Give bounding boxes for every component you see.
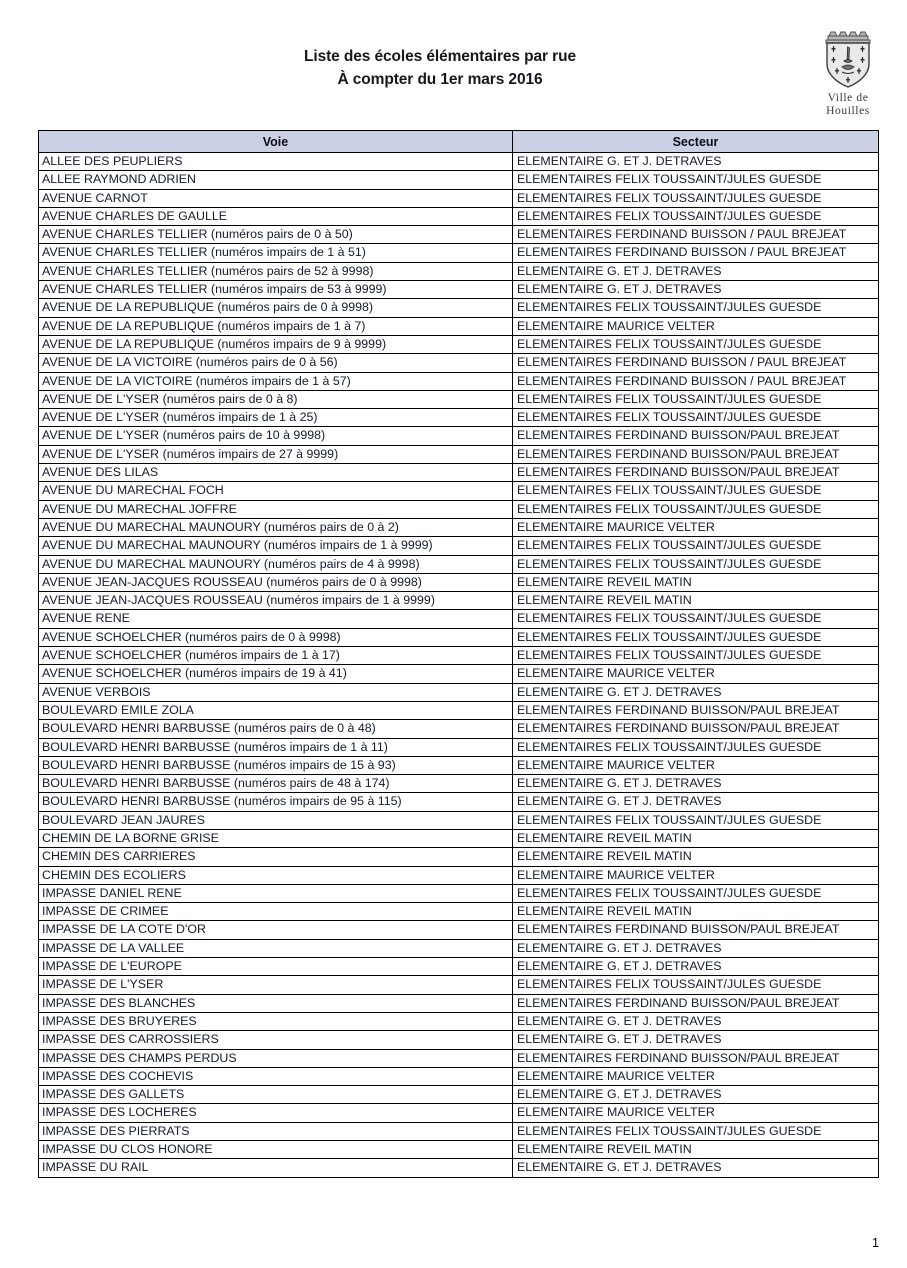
table-row — [39, 281, 879, 299]
table-row — [39, 537, 879, 555]
cell-secteur: ELEMENTAIRE G. ET J. DETRAVES — [513, 262, 879, 280]
table-row — [39, 903, 879, 921]
table-row — [39, 1159, 879, 1177]
cell-secteur: ELEMENTAIRES FERDINAND BUISSON/PAUL BREJEAT — [513, 1049, 879, 1067]
cell-voie: IMPASSE DES GALLETS — [39, 1086, 513, 1104]
cell-voie: IMPASSE DES PIERRATS — [39, 1122, 513, 1140]
cell-secteur: ELEMENTAIRE G. ET J. DETRAVES — [513, 1086, 879, 1104]
cell-secteur: ELEMENTAIRES FELIX TOUSSAINT/JULES GUESDE — [513, 628, 879, 646]
ville-de-houilles-logo — [800, 27, 896, 118]
cell-secteur: ELEMENTAIRES FELIX TOUSSAINT/JULES GUESDE — [513, 390, 879, 408]
cell-secteur: ELEMENTAIRES FELIX TOUSSAINT/JULES GUESDE — [513, 500, 879, 518]
cell-secteur: ELEMENTAIRE G. ET J. DETRAVES — [513, 793, 879, 811]
table-row — [39, 207, 879, 225]
table-row — [39, 372, 879, 390]
table-row — [39, 573, 879, 591]
cell-secteur: ELEMENTAIRE REVEIL MATIN — [513, 903, 879, 921]
cell-voie: IMPASSE DE L'EUROPE — [39, 958, 513, 976]
cell-secteur: ELEMENTAIRE G. ET J. DETRAVES — [513, 939, 879, 957]
cell-secteur: ELEMENTAIRE REVEIL MATIN — [513, 848, 879, 866]
table-row — [39, 1012, 879, 1030]
cell-voie: CHEMIN DES ECOLIERS — [39, 866, 513, 884]
cell-secteur: ELEMENTAIRES FERDINAND BUISSON/PAUL BREJEAT — [513, 427, 879, 445]
cell-voie: IMPASSE DE LA VALLEE — [39, 939, 513, 957]
cell-voie: AVENUE CHARLES TELLIER (numéros pairs de 0 à 50) — [39, 226, 513, 244]
cell-secteur: ELEMENTAIRES FELIX TOUSSAINT/JULES GUESDE — [513, 299, 879, 317]
table-header-row — [39, 131, 879, 153]
column-header-voie: Voie — [39, 131, 513, 153]
cell-secteur: ELEMENTAIRES FERDINAND BUISSON/PAUL BREJEAT — [513, 720, 879, 738]
table-row — [39, 1031, 879, 1049]
cell-voie: ALLEE DES PEUPLIERS — [39, 153, 513, 171]
column-header-secteur: Secteur — [513, 131, 879, 153]
cell-secteur: ELEMENTAIRE G. ET J. DETRAVES — [513, 1012, 879, 1030]
cell-secteur: ELEMENTAIRE MAURICE VELTER — [513, 866, 879, 884]
cell-voie: AVENUE DU MARECHAL FOCH — [39, 482, 513, 500]
cell-secteur: ELEMENTAIRE G. ET J. DETRAVES — [513, 775, 879, 793]
cell-voie: IMPASSE DE LA COTE D'OR — [39, 921, 513, 939]
table-row — [39, 464, 879, 482]
table-row — [39, 610, 879, 628]
table-row — [39, 829, 879, 847]
cell-voie: BOULEVARD HENRI BARBUSSE (numéros pairs de 48 à 174) — [39, 775, 513, 793]
cell-voie: AVENUE VERBOIS — [39, 683, 513, 701]
cell-voie: BOULEVARD HENRI BARBUSSE (numéros pairs de 0 à 48) — [39, 720, 513, 738]
cell-voie: IMPASSE DES CHAMPS PERDUS — [39, 1049, 513, 1067]
table-row — [39, 683, 879, 701]
cell-voie: AVENUE DU MARECHAL JOFFRE — [39, 500, 513, 518]
cell-voie: AVENUE CHARLES DE GAULLE — [39, 207, 513, 225]
cell-voie: CHEMIN DE LA BORNE GRISE — [39, 829, 513, 847]
table-row — [39, 427, 879, 445]
cell-voie: IMPASSE DE CRIMEE — [39, 903, 513, 921]
table-row — [39, 244, 879, 262]
cell-secteur: ELEMENTAIRES FERDINAND BUISSON / PAUL BREJEAT — [513, 372, 879, 390]
table-row — [39, 994, 879, 1012]
cell-secteur: ELEMENTAIRE G. ET J. DETRAVES — [513, 683, 879, 701]
cell-secteur: ELEMENTAIRE REVEIL MATIN — [513, 573, 879, 591]
table-row — [39, 445, 879, 463]
table-row — [39, 1104, 879, 1122]
table-row — [39, 866, 879, 884]
cell-voie: AVENUE DE LA REPUBLIQUE (numéros impairs de 1 à 7) — [39, 317, 513, 335]
cell-secteur: ELEMENTAIRE MAURICE VELTER — [513, 665, 879, 683]
table-row — [39, 171, 879, 189]
cell-voie: AVENUE JEAN-JACQUES ROUSSEAU (numéros impairs de 1 à 9999) — [39, 592, 513, 610]
cell-voie: ALLEE RAYMOND ADRIEN — [39, 171, 513, 189]
table-body — [39, 153, 879, 1178]
cell-secteur: ELEMENTAIRES FELIX TOUSSAINT/JULES GUESDE — [513, 482, 879, 500]
cell-secteur: ELEMENTAIRES FERDINAND BUISSON / PAUL BREJEAT — [513, 244, 879, 262]
cell-secteur: ELEMENTAIRES FELIX TOUSSAINT/JULES GUESDE — [513, 537, 879, 555]
table-row — [39, 1122, 879, 1140]
table-row — [39, 1049, 879, 1067]
cell-voie: IMPASSE DES LOCHERES — [39, 1104, 513, 1122]
cell-secteur: ELEMENTAIRES FERDINAND BUISSON/PAUL BREJEAT — [513, 464, 879, 482]
cell-secteur: ELEMENTAIRES FELIX TOUSSAINT/JULES GUESDE — [513, 1122, 879, 1140]
table-row — [39, 720, 879, 738]
table-row — [39, 555, 879, 573]
cell-secteur: ELEMENTAIRES FELIX TOUSSAINT/JULES GUESDE — [513, 171, 879, 189]
coat-of-arms-shield-icon — [820, 27, 876, 89]
cell-voie: IMPASSE DES CARROSSIERS — [39, 1031, 513, 1049]
cell-secteur: ELEMENTAIRE G. ET J. DETRAVES — [513, 958, 879, 976]
cell-secteur: ELEMENTAIRES FERDINAND BUISSON/PAUL BREJEAT — [513, 994, 879, 1012]
cell-secteur: ELEMENTAIRES FERDINAND BUISSON / PAUL BREJEAT — [513, 354, 879, 372]
cell-secteur: ELEMENTAIRES FERDINAND BUISSON/PAUL BREJEAT — [513, 445, 879, 463]
cell-voie: AVENUE JEAN-JACQUES ROUSSEAU (numéros pairs de 0 à 9998) — [39, 573, 513, 591]
cell-voie: IMPASSE DU CLOS HONORE — [39, 1141, 513, 1159]
cell-voie: AVENUE SCHOELCHER (numéros pairs de 0 à 9998) — [39, 628, 513, 646]
table-row — [39, 701, 879, 719]
cell-voie: IMPASSE DES COCHEVIS — [39, 1067, 513, 1085]
table-row — [39, 1086, 879, 1104]
cell-secteur: ELEMENTAIRE REVEIL MATIN — [513, 1141, 879, 1159]
table-row — [39, 592, 879, 610]
cell-secteur: ELEMENTAIRES FELIX TOUSSAINT/JULES GUESDE — [513, 738, 879, 756]
logo-line-2: Houilles — [826, 105, 870, 117]
table-row — [39, 756, 879, 774]
cell-voie: BOULEVARD EMILE ZOLA — [39, 701, 513, 719]
cell-voie: BOULEVARD HENRI BARBUSSE (numéros impairs de 15 à 93) — [39, 756, 513, 774]
cell-voie: BOULEVARD HENRI BARBUSSE (numéros impairs de 95 à 115) — [39, 793, 513, 811]
table-row — [39, 939, 879, 957]
cell-voie: AVENUE RENE — [39, 610, 513, 628]
cell-voie: AVENUE DE L'YSER (numéros pairs de 0 à 8) — [39, 390, 513, 408]
table-row — [39, 811, 879, 829]
schools-table-container — [38, 130, 878, 1178]
cell-voie: AVENUE CHARLES TELLIER (numéros impairs de 53 à 9999) — [39, 281, 513, 299]
cell-voie: IMPASSE DES BLANCHES — [39, 994, 513, 1012]
cell-secteur: ELEMENTAIRES FERDINAND BUISSON/PAUL BREJEAT — [513, 921, 879, 939]
cell-voie: AVENUE SCHOELCHER (numéros impairs de 19 à 41) — [39, 665, 513, 683]
cell-voie: AVENUE DU MARECHAL MAUNOURY (numéros pairs de 4 à 9998) — [39, 555, 513, 573]
cell-secteur: ELEMENTAIRES FELIX TOUSSAINT/JULES GUESDE — [513, 555, 879, 573]
cell-voie: IMPASSE DU RAIL — [39, 1159, 513, 1177]
cell-voie: IMPASSE DES BRUYERES — [39, 1012, 513, 1030]
table-row — [39, 775, 879, 793]
cell-secteur: ELEMENTAIRE REVEIL MATIN — [513, 592, 879, 610]
cell-voie: BOULEVARD JEAN JAURES — [39, 811, 513, 829]
table-row — [39, 500, 879, 518]
table-row — [39, 958, 879, 976]
table-header — [39, 131, 879, 153]
schools-by-street-table — [38, 130, 879, 1178]
table-row — [39, 628, 879, 646]
logo-line-1: Ville de — [827, 92, 869, 104]
cell-secteur: ELEMENTAIRE G. ET J. DETRAVES — [513, 281, 879, 299]
table-row — [39, 884, 879, 902]
cell-secteur: ELEMENTAIRES FELIX TOUSSAINT/JULES GUESDE — [513, 409, 879, 427]
cell-voie: AVENUE DES LILAS — [39, 464, 513, 482]
cell-secteur: ELEMENTAIRES FELIX TOUSSAINT/JULES GUESDE — [513, 647, 879, 665]
table-row — [39, 482, 879, 500]
cell-voie: AVENUE DE L'YSER (numéros impairs de 1 à 25) — [39, 409, 513, 427]
cell-secteur: ELEMENTAIRE G. ET J. DETRAVES — [513, 153, 879, 171]
cell-voie: AVENUE DE LA REPUBLIQUE (numéros impairs de 9 à 9999) — [39, 335, 513, 353]
cell-voie: AVENUE DE LA REPUBLIQUE (numéros pairs de 0 à 9998) — [39, 299, 513, 317]
table-row — [39, 793, 879, 811]
table-row — [39, 354, 879, 372]
cell-secteur: ELEMENTAIRES FELIX TOUSSAINT/JULES GUESDE — [513, 207, 879, 225]
cell-voie: BOULEVARD HENRI BARBUSSE (numéros impairs de 1 à 11) — [39, 738, 513, 756]
table-row — [39, 317, 879, 335]
cell-secteur: ELEMENTAIRE REVEIL MATIN — [513, 829, 879, 847]
cell-voie: IMPASSE DANIEL RENE — [39, 884, 513, 902]
cell-secteur: ELEMENTAIRE MAURICE VELTER — [513, 1067, 879, 1085]
cell-secteur: ELEMENTAIRES FELIX TOUSSAINT/JULES GUESDE — [513, 811, 879, 829]
cell-secteur: ELEMENTAIRES FERDINAND BUISSON/PAUL BREJEAT — [513, 701, 879, 719]
table-row — [39, 335, 879, 353]
page-number: 1 — [872, 1236, 879, 1250]
cell-voie: IMPASSE DE L'YSER — [39, 976, 513, 994]
table-row — [39, 409, 879, 427]
cell-secteur: ELEMENTAIRE MAURICE VELTER — [513, 1104, 879, 1122]
table-row — [39, 189, 879, 207]
cell-secteur: ELEMENTAIRE MAURICE VELTER — [513, 317, 879, 335]
table-row — [39, 665, 879, 683]
table-row — [39, 921, 879, 939]
table-row — [39, 647, 879, 665]
table-row — [39, 1067, 879, 1085]
cell-secteur: ELEMENTAIRES FELIX TOUSSAINT/JULES GUESDE — [513, 189, 879, 207]
table-row — [39, 518, 879, 536]
cell-voie: AVENUE SCHOELCHER (numéros impairs de 1 à 17) — [39, 647, 513, 665]
table-row — [39, 153, 879, 171]
cell-voie: AVENUE DE L'YSER (numéros pairs de 10 à 9998) — [39, 427, 513, 445]
table-row — [39, 738, 879, 756]
title-line-1: Liste des écoles élémentaires par rue — [304, 48, 576, 65]
table-row — [39, 390, 879, 408]
cell-voie: AVENUE CARNOT — [39, 189, 513, 207]
cell-secteur: ELEMENTAIRES FELIX TOUSSAINT/JULES GUESDE — [513, 610, 879, 628]
cell-secteur: ELEMENTAIRE MAURICE VELTER — [513, 756, 879, 774]
cell-secteur: ELEMENTAIRES FELIX TOUSSAINT/JULES GUESDE — [513, 335, 879, 353]
cell-secteur: ELEMENTAIRES FERDINAND BUISSON / PAUL BREJEAT — [513, 226, 879, 244]
table-row — [39, 1141, 879, 1159]
cell-voie: AVENUE DE LA VICTOIRE (numéros pairs de 0 à 56) — [39, 354, 513, 372]
cell-voie: AVENUE DE LA VICTOIRE (numéros impairs de 1 à 57) — [39, 372, 513, 390]
cell-secteur: ELEMENTAIRES FELIX TOUSSAINT/JULES GUESDE — [513, 884, 879, 902]
cell-voie: AVENUE CHARLES TELLIER (numéros impairs de 1 à 51) — [39, 244, 513, 262]
cell-secteur: ELEMENTAIRES FELIX TOUSSAINT/JULES GUESDE — [513, 976, 879, 994]
page-title — [120, 45, 760, 91]
cell-voie: AVENUE CHARLES TELLIER (numéros pairs de 52 à 9998) — [39, 262, 513, 280]
table-row — [39, 262, 879, 280]
table-row — [39, 226, 879, 244]
logo-wordmark — [800, 92, 896, 118]
cell-voie: AVENUE DE L'YSER (numéros impairs de 27 à 9999) — [39, 445, 513, 463]
table-row — [39, 299, 879, 317]
table-row — [39, 848, 879, 866]
cell-secteur: ELEMENTAIRE G. ET J. DETRAVES — [513, 1159, 879, 1177]
cell-secteur: ELEMENTAIRE MAURICE VELTER — [513, 518, 879, 536]
document-header — [0, 0, 907, 120]
cell-secteur: ELEMENTAIRE G. ET J. DETRAVES — [513, 1031, 879, 1049]
cell-voie: CHEMIN DES CARRIERES — [39, 848, 513, 866]
cell-voie: AVENUE DU MARECHAL MAUNOURY (numéros impairs de 1 à 9999) — [39, 537, 513, 555]
cell-voie: AVENUE DU MARECHAL MAUNOURY (numéros pairs de 0 à 2) — [39, 518, 513, 536]
title-line-2: À compter du 1er mars 2016 — [337, 71, 543, 88]
table-row — [39, 976, 879, 994]
